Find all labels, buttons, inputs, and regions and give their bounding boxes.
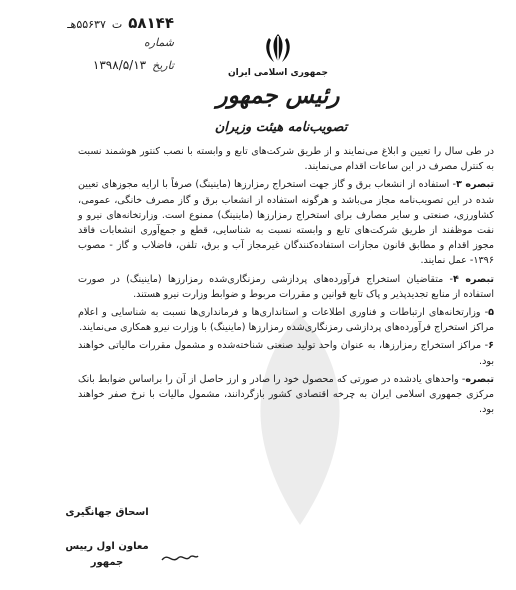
- paragraph-lead: تبصره ۴: [452, 273, 494, 285]
- paragraph-text: - واحدهای یادشده در صورتی که محصول خود را صادر و ارز حاصل از آن را براساس ضوابط بانک مرکزی جمهوری اسلامی ایران به چرخه اقتصادی کشور بازگردانند، مشمول مالیات با نرخ صفر خواهند بود.: [78, 373, 494, 416]
- signature-scribble-icon: [160, 550, 200, 566]
- date-row: [24, 58, 174, 80]
- paragraph-1: [78, 144, 494, 174]
- paragraph-lead: تبصره ۳: [455, 179, 494, 191]
- paragraph-text: در طی سال را تعیین و ابلاغ می‌نمایند و از طریق شرکت‌های تابع و وابسته با نصب کنتور هوشمند نسبت به کنترل مصرف در این ساعات اقدام می‌نمایند.: [78, 146, 494, 173]
- paragraph-text: - وزارتخانه‌های ارتباطات و فناوری اطلاعات و استانداری‌ها و فرمانداری‌ها نسبت به شناسایی و اعلام مراکز استخراج فرآورده‌های پردازشی رمزنگاری‌شده رمزارزها (ماینینگ) با وزارت نیرو همکاری می‌نمایند.: [78, 307, 494, 334]
- paragraph-lead: ۶: [488, 340, 494, 352]
- paragraph-text: - متقاضیان استخراج فرآورده‌های پردازشی رمزنگاری‌شده رمزارزها (ماینینگ) در صورت استفاده از منابع تجدیدپذیر و پاک تابع قوانین و مقررات مربوط و ضوابط وزارت نیرو هستند.: [78, 273, 494, 300]
- paragraph-text: - استفاده از انشعاب برق و گاز جهت استخراج رمزارزها (ماینینگ) صرفاً با ارایه مجوزهای تعیین شده در این تصویب‌نامه مجاز می‌باشد و هرگونه استفاده از انشعاب برق و گاز مصرف خانگی، عمومی، کشاورزی، صنعتی و سایر مصارف برای استخراج رمزارزها (ماینینگ) ممنوع است. وزارتخانه‌های نیرو و نفت موظفند از طریق شرکت‌های تابع و وابسته نسبت به شناسایی، قطع و جمع‌آوری انشعابات فاقد مجوز اقدام و مطابق قانون مجازات استفاده‌کنندگان غیرمجاز آب و برق، تلفن، فاضلاب و گاز - مصوب ۱۳۹۶- عمل نمایند.: [78, 179, 494, 267]
- reference-number-prefix: ت: [111, 18, 123, 31]
- paragraph-text: - مراکز استخراج رمزارزها، به عنوان واحد تولید صنعتی شناخته‌شده و مشمول مقررات مالیاتی خواهند بود.: [78, 340, 494, 367]
- reference-block: [24, 14, 174, 80]
- date-label: تاریخ: [152, 59, 174, 72]
- president-title: رئیس جمهور: [216, 82, 340, 109]
- date-value: ۱۳۹۸/۵/۱۳: [92, 58, 147, 72]
- paragraph-6: [78, 338, 494, 368]
- signature-block: [52, 505, 162, 571]
- signatory-name: اسحاق جهانگیری: [65, 507, 149, 518]
- iran-emblem-icon: [262, 32, 294, 66]
- paragraph-note-4: [78, 272, 494, 302]
- paragraph-lead: تبصره: [465, 373, 494, 385]
- decree-heading: تصویب‌نامه هیئت وزیران: [214, 120, 348, 135]
- signatory-title: معاون اول رییس جمهور: [65, 541, 149, 568]
- reference-number-extra: ۵۵۶۳۷هـ: [67, 18, 106, 31]
- paragraph-note-final: [78, 372, 494, 418]
- number-label: شماره: [143, 36, 174, 49]
- paragraph-5: [78, 305, 494, 335]
- republic-label: جمهوری اسلامی ایران: [227, 68, 329, 78]
- paragraph-note-3: [78, 177, 494, 268]
- number-label-row: [24, 36, 174, 58]
- reference-number: ۵۸۱۴۴: [128, 14, 174, 32]
- decree-body: [78, 144, 494, 417]
- reference-number-row: [24, 14, 174, 36]
- paragraph-lead: ۵: [488, 307, 494, 319]
